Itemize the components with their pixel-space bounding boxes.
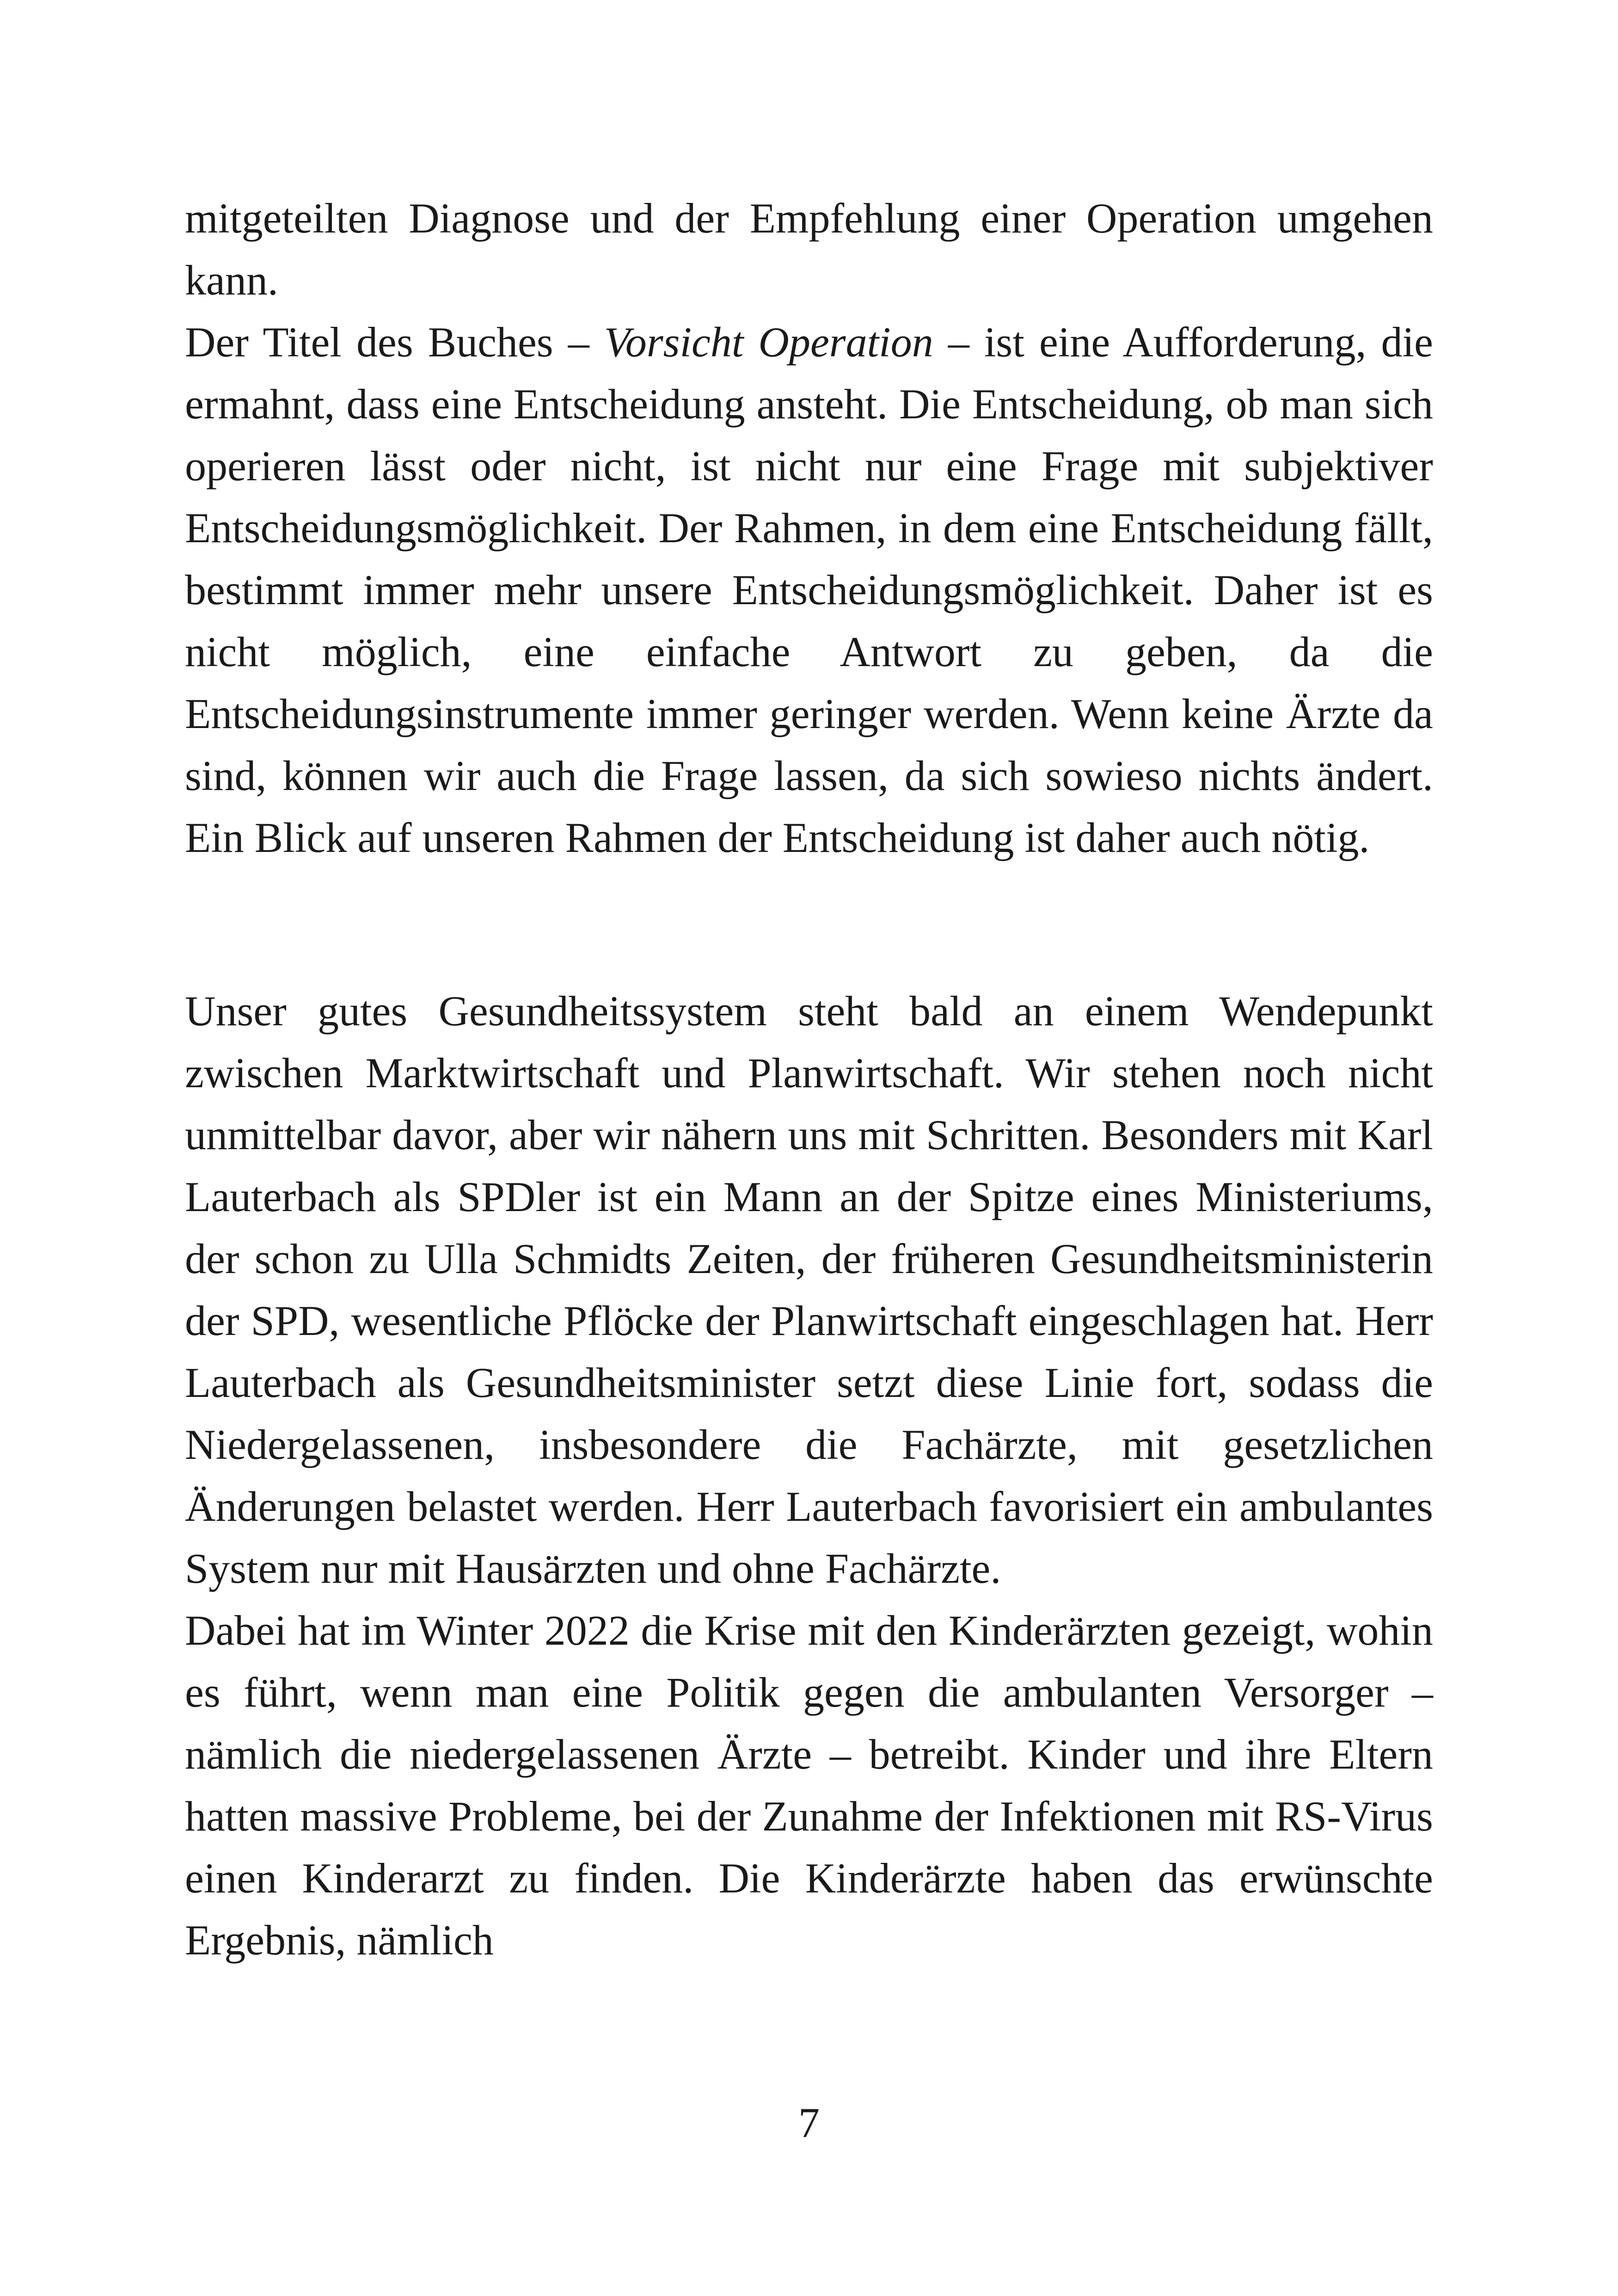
- book-title: Vorsicht Operation: [604, 318, 933, 366]
- text-block-bottom: [185, 980, 1433, 1971]
- text-block-top: [185, 187, 1433, 869]
- paragraph-2-before: Der Titel des Buches –: [185, 318, 604, 366]
- paragraph-2-after: – ist eine Aufforderung, die ermahnt, dass eine Entscheidung ansteht. Die Entscheidung, ob man sich operieren lässt oder nicht, ist nicht nur eine Frage mit subjektiver Entscheidungsmöglichkeit. Der Rahmen, in dem eine Entscheidung fällt, bestimmt immer mehr unsere Entscheidungsmöglichkeit. Daher ist es nicht möglich, eine einfache Antwort zu geben, da die Entscheidungsinstrumente immer geringer werden. Wenn keine Ärzte da sind, können wir auch die Frage lassen, da sich sowieso nichts ändert. Ein Blick auf unseren Rahmen der Entscheidung ist daher auch nötig.: [185, 318, 1433, 861]
- paragraph-3: Unser gutes Gesundheitssystem steht bald an einem Wendepunkt zwischen Marktwirtschaft und Planwirtschaft. Wir stehen noch nicht unmittelbar davor, aber wir nähern uns mit Schritten. Besonders mit Karl Lauterbach als SPDler ist ein Mann an der Spitze eines Ministeriums, der schon zu Ulla Schmidts Zeiten, der früheren Gesundheitsministerin der SPD, wesentliche Pflöcke der Planwirtschaft eingeschlagen hat. Herr Lauterbach als Gesundheitsminister setzt diese Linie fort, sodass die Niedergelassenen, insbesondere die Fachärzte, mit gesetzlichen Änderungen belastet werden. Herr Lauterbach favorisiert ein ambulantes System nur mit Hausärzten und ohne Fachärzte.: [185, 987, 1433, 1592]
- paragraph-2: [185, 311, 1433, 869]
- page-number: 7: [798, 2099, 820, 2146]
- paragraph-1: mitgeteilten Diagnose und der Empfehlung einer Operation umgehen kann.: [185, 195, 1433, 304]
- paragraph-4: Dabei hat im Winter 2022 die Krise mit den Kinderärzten gezeigt, wohin es führt, wenn man eine Politik gegen die ambulanten Versorger – nämlich die niedergelassenen Ärzte – betreibt. Kinder und ihre Eltern hatten massive Probleme, bei der Zunahme der Infektionen mit RS-Virus einen Kinderarzt zu finden. Die Kinderärzte haben das erwünschte Ergebnis, nämlich: [185, 1607, 1433, 1964]
